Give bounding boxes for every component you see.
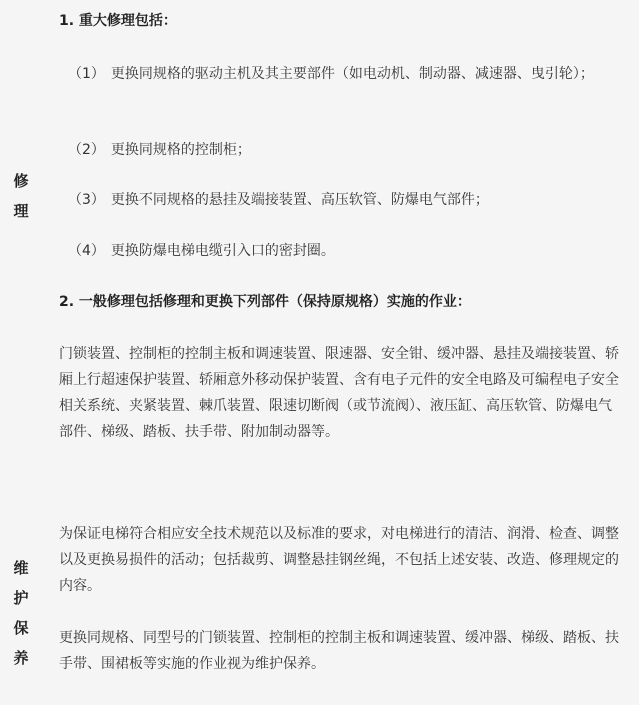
section-label-char: 护 xyxy=(13,589,29,607)
item-text: 更换防爆电梯电缆引入口的密封圈。 xyxy=(110,243,335,259)
section-label-maintenance xyxy=(12,553,30,673)
maintenance-definition-text: 为保证电梯符合相应安全技术规范以及标准的要求，对电梯进行的清洁、润滑、检查、调整以及更换易损件的活动；包括裁剪、调整悬挂钢丝绳，不包括上述安装、改造、修理规定的内容。 xyxy=(59,526,619,594)
section-label-char: 修 xyxy=(13,172,29,190)
item-number: （1） xyxy=(68,66,105,82)
general-repair-heading: 2. 一般修理包括修理和更换下列部件（保持原规格）实施的作业： xyxy=(59,294,471,310)
section-label-char: 维 xyxy=(13,559,29,577)
major-repair-heading: 1. 重大修理包括： xyxy=(59,13,177,29)
major-repair-item xyxy=(68,187,623,213)
major-repair-item xyxy=(68,61,623,87)
section-label-char: 理 xyxy=(13,202,29,220)
item-text: 更换不同规格的悬挂及端接装置、高压软管、防爆电气部件； xyxy=(110,192,489,208)
section-label-repair xyxy=(12,166,30,226)
item-text: 更换同规格的驱动主机及其主要部件（如电动机、制动器、减速器、曳引轮）； xyxy=(110,66,594,82)
major-repair-item xyxy=(68,238,623,264)
item-number: （2） xyxy=(68,142,105,158)
major-repair-item xyxy=(68,137,623,163)
item-number: （3） xyxy=(68,192,105,208)
item-number: （4） xyxy=(68,243,105,259)
section-label-char: 保 xyxy=(13,619,29,637)
item-text: 更换同规格的控制柜； xyxy=(110,142,251,158)
section-label-char: 养 xyxy=(13,649,29,667)
general-repair-text: 门锁装置、控制柜的控制主板和调速装置、限速器、安全钳、缓冲器、悬挂及端接装置、轿厢上行超速保护装置、轿厢意外移动保护装置、含有电子元件的安全电路及可编程电子安全相关系统、夹紧装置、棘爪装置、限速切断阀（或节流阀）、液压缸、高压软管、防爆电气部件、梯级、踏板、扶手带、附加制动器等。 xyxy=(59,346,619,440)
maintenance-scope-text: 更换同规格、同型号的门锁装置、控制柜的控制主板和调速装置、缓冲器、梯级、踏板、扶手带、围裙板等实施的作业视为维护保养。 xyxy=(59,630,619,672)
